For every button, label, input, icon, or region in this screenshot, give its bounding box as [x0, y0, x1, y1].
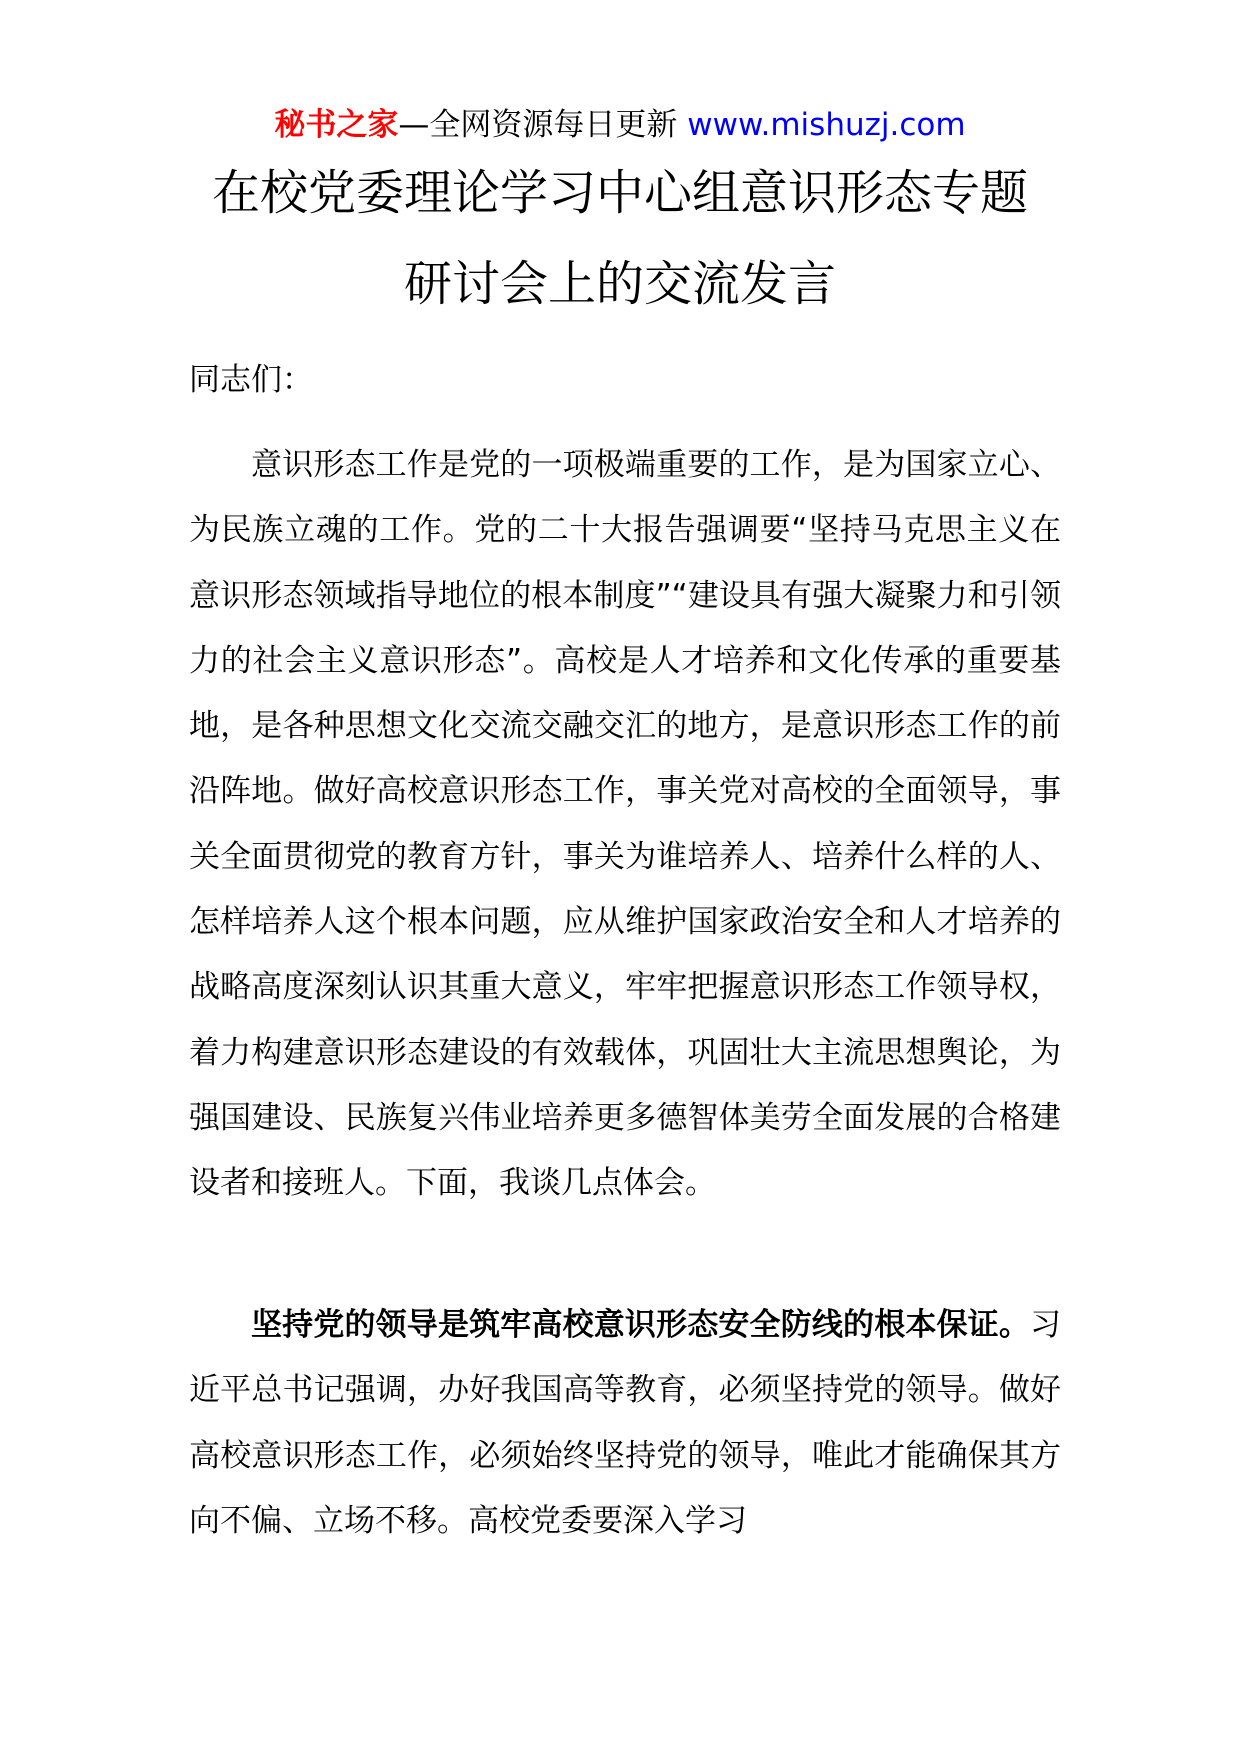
- header-tagline: —全网资源每日更新: [398, 107, 678, 143]
- paragraph-section-1: [189, 1293, 1061, 1554]
- document-title-line-2: 研讨会上的交流发言: [403, 256, 836, 312]
- paragraph-intro: 意识形态工作是党的一项极端重要的工作，是为国家立心、为民族立魂的工作。党的二十大报告强调要“坚持马克思主义在意识形态领域指导地位的根本制度”“建设具有强大凝聚力和引领力的社会主义意识形态”。高校是人才培养和文化传承的重要基地，是各种思想文化交流交融交汇的地方，是意识形态工作的前沿阵地。做好高校意识形态工作，事关党对高校的全面领导，事关全面贯彻党的教育方针，事关为谁培养人、培养什么样的人、怎样培养人这个根本问题，应从维护国家政治安全和人才培养的战略高度深刻认识其重大意义，牢牢把握意识形态工作领导权，着力构建意识形态建设的有效载体，巩固壮大主流思想舆论，为强国建设、民族复兴伟业培养更多德智体美劳全面发展的合格建设者和接班人。下面，我谈几点体会。: [189, 447, 1061, 1202]
- site-url-link[interactable]: www.mishuzj.com: [687, 107, 966, 143]
- document-title-line-1: 在校党委理论学习中心组意识形态专题: [211, 165, 1028, 221]
- section-1-heading: 坚持党的领导是筑牢高校意识形态安全防线的根本保证。: [251, 1307, 1030, 1343]
- site-header: [0, 100, 1240, 150]
- salutation: 同志们：: [189, 362, 313, 398]
- brand-name: 秘书之家: [274, 107, 399, 143]
- section-1-body: 习近平总书记强调，办好我国高等教育，必须坚持党的领导。做好高校意识形态工作，必须始终坚持党的领导，唯此才能确保其方向不偏、立场不移。高校党委要深入学习: [189, 1307, 1061, 1539]
